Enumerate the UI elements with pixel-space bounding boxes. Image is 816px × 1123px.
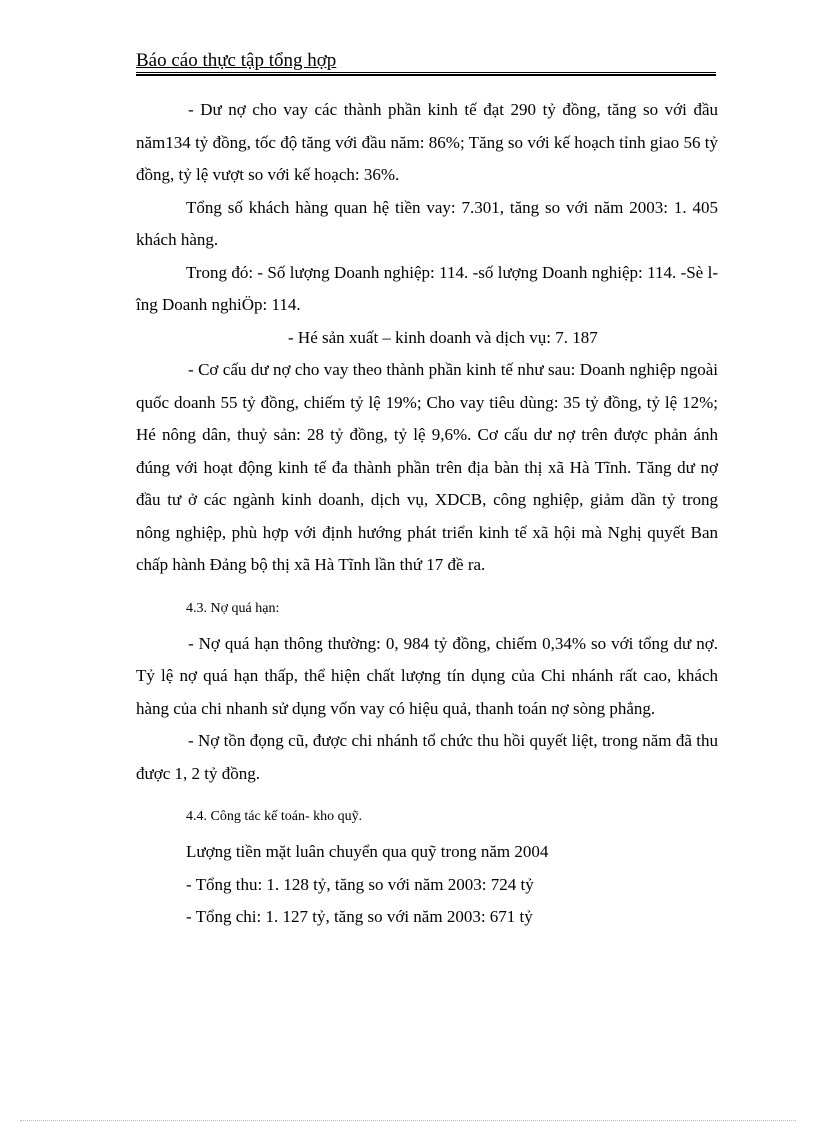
paragraph-households: - Hé sản xuất – kinh doanh và dịch vụ: 7. 187 (288, 327, 598, 347)
section-heading-accounting: 4.4. Công tác kế toán- kho quỹ. (186, 809, 363, 824)
paragraph-old-debt: - Nợ tồn đọng cũ, được chi nhánh tổ chức thu hồi quyết liệt, trong năm đã thu được 1, 2 tỷ đồng. (136, 731, 718, 783)
paragraph-cash-flow: Lượng tiền mặt luân chuyển qua quỹ trong năm 2004 (186, 842, 549, 861)
document-body (136, 94, 718, 934)
paragraph-loan-structure: - Cơ cấu dư nợ cho vay theo thành phần kinh tế như sau: Doanh nghiệp ngoài quốc doanh 55 tỷ đồng, chiếm tỷ lệ 19%; Cho vay tiêu dùng: 35 tỷ đồng, tỷ lệ 12%; Hé nông dân, thuỷ sản: 28 tỷ đồng, tỷ lệ 9,6%. Cơ cấu dư nợ trên được phản ánh đúng với hoạt động kinh tế đa thành phần trên địa bàn thị xã Hà Tĩnh. Tăng dư nợ đầu tư ở các ngành kinh doanh, dịch vụ, XDCB, công nghiệp, giảm dần tỷ trong nông nghiệp, phù hợp với định hướng phát triển kinh tế xã hội mà Nghị quyết Ban chấp hành Đảng bộ thị xã Hà Tĩnh lần thứ 17 đề ra. (136, 360, 718, 574)
page-bottom-divider (20, 1120, 796, 1121)
paragraph-loan-balance: - Dư nợ cho vay các thành phần kinh tế đạt 290 tỷ đồng, tăng so với đầu năm134 tỷ đồng, tốc độ tăng với đầu năm: 86%; Tăng so với kế hoạch tỉnh giao 56 tỷ đồng, tỷ lệ vượt so với kế hoạch: 36%. (136, 100, 718, 184)
paragraph-breakdown: Trong đó: - Số lượng Doanh nghiệp: 114. -số lượng Doanh nghiệp: 114. -Sè lîng Doanh nghiÖp: 114. (136, 262, 718, 314)
page-header (136, 50, 716, 73)
header-title: Báo cáo thực tập tổng hợp (136, 50, 337, 71)
paragraph-total-income: - Tổng thu: 1. 128 tỷ, tăng so với năm 2003: 724 tỷ (186, 874, 534, 894)
paragraph-overdue-debt: - Nợ quá hạn thông thường: 0, 984 tỷ đồng, chiếm 0,34% so với tổng dư nợ. Tỷ lệ nợ quá hạn thấp, thể hiện chất lượng tín dụng của Chi nhánh rất cao, khách hàng của chi nhanh sử dụng vốn vay có hiệu quả, thanh toán nợ sòng phẳng. (136, 633, 718, 718)
section-heading-overdue: 4.3. Nợ quá hạn: (186, 600, 280, 616)
paragraph-total-expense: - Tổng chi: 1. 127 tỷ, tăng so với năm 2003: 671 tỷ (186, 907, 533, 926)
paragraph-customer-count: Tổng số khách hàng quan hệ tiền vay: 7.301, tăng so với năm 2003: 1. 405 khách hàng. (136, 197, 718, 249)
